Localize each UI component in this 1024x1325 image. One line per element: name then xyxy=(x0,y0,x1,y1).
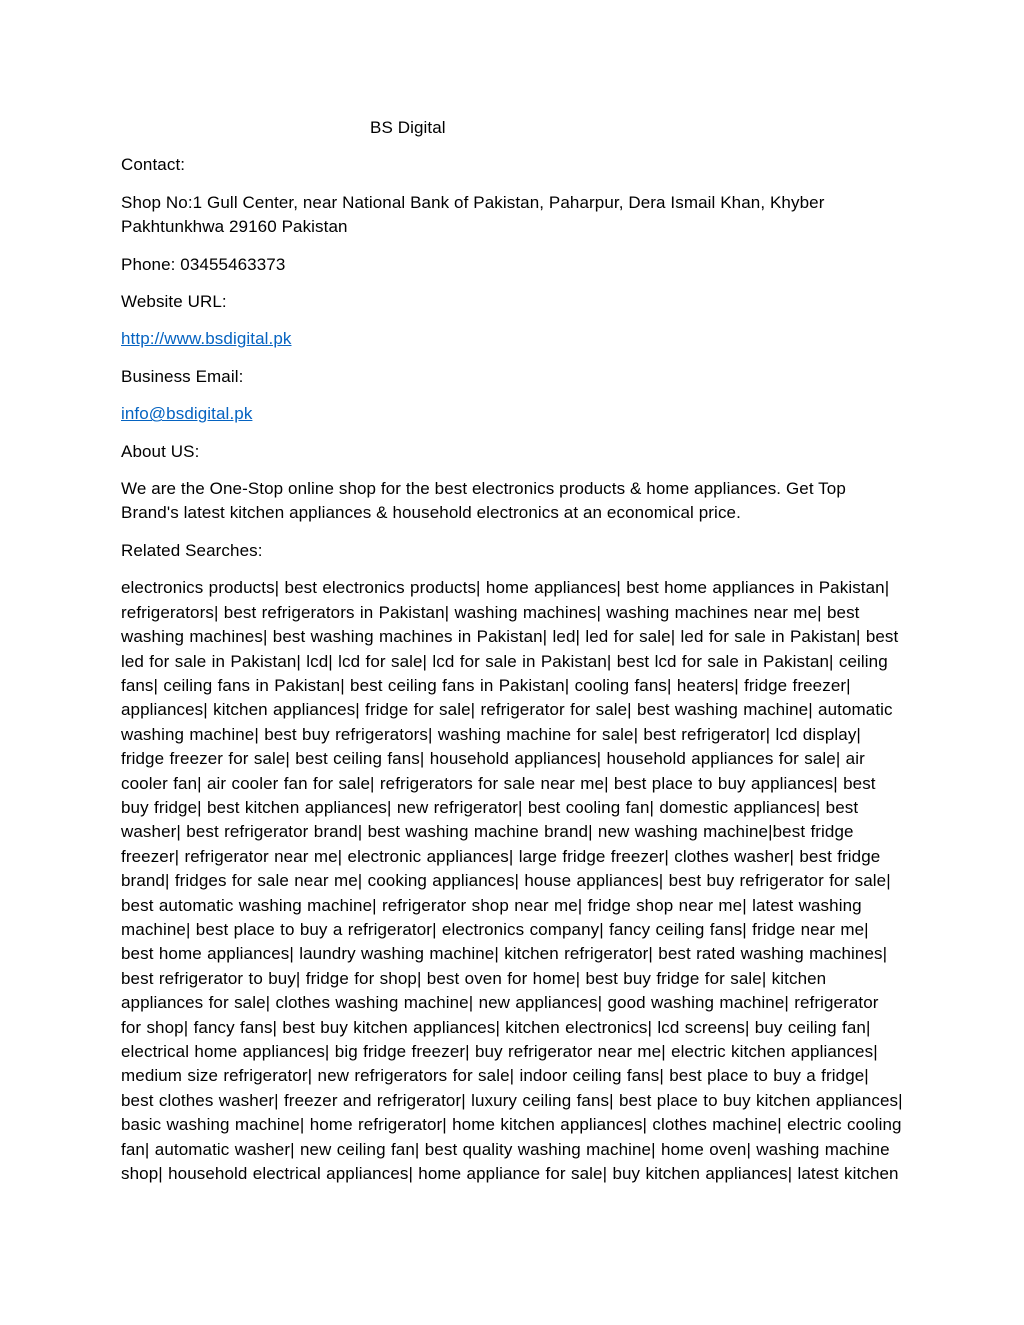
related-searches-text: electronics products| best electronics products| home appliances| best home appliances in Pakistan| refrigerators| best refrigerators in Pakistan| washing machines| washing machines near me| best washing machines| best washing machines in Pakistan| led| led for sale| led for sale in Pakistan| best led for sale in Pakistan| lcd| lcd for sale| lcd for sale in Pakistan| best lcd for sale in Pakistan| ceiling fans| ceiling fans in Pakistan| best ceiling fans in Pakistan| cooling fans| heaters| fridge freezer| appliances| kitchen appliances| fridge for sale| refrigerator for sale| best washing machine| automatic washing machine| best buy refrigerators| washing machine for sale| best refrigerator| lcd display| fridge freezer for sale| best ceiling fans| household appliances| household appliances for sale| air cooler fan| air cooler fan for sale| refrigerators for sale near me| best place to buy appliances| best buy fridge| best kitchen appliances| new refrigerator| best cooling fan| domestic appliances| best washer| best refrigerator brand| best washing machine brand| new washing machine|best fridge freezer| refrigerator near me| electronic appliances| large fridge freezer| clothes washer| best fridge brand| fridges for sale near me| cooking appliances| house appliances| best buy refrigerator for sale| best automatic washing machine| refrigerator shop near me| fridge shop near me| latest washing machine| best place to buy a refrigerator| electronics company| fancy ceiling fans| fridge near me| best home appliances| laundry washing machine| kitchen refrigerator| best rated washing machines| best refrigerator to buy| fridge for shop| best oven for home| best buy fridge for sale| kitchen appliances for sale| clothes washing machine| new appliances| good washing machine| refrigerator for shop| fancy fans| best buy kitchen appliances| kitchen electronics| lcd screens| buy ceiling fan| electrical home appliances| big fridge freezer| buy refrigerator near me| electric kitchen appliances| medium size refrigerator| new refrigerators for sale| indoor ceiling fans| best place to buy a fridge| best clothes washer| freezer and refrigerator| luxury ceiling fans| best place to buy kitchen appliances| basic washing machine| home refrigerator| home kitchen appliances| clothes machine| electric cooling fan| automatic washer| new ceiling fan| best quality washing machine| home oven| washing machine shop| household electrical appliances| home appliance for sale| buy kitchen appliances| latest kitchen xyxy=(121,578,903,1184)
website-link[interactable]: http://www.bsdigital.pk xyxy=(121,329,292,349)
about-us-label: About US: xyxy=(121,441,200,461)
contact-label: Contact: xyxy=(121,155,186,175)
contact-address: Shop No:1 Gull Center, near National Bank of Pakistan, Paharpur, Dera Ismail Khan, Khyber Pakhtunkhwa 29160 Pakistan xyxy=(121,192,825,237)
email-link[interactable]: info@bsdigital.pk xyxy=(121,404,253,424)
email-link-paragraph xyxy=(121,402,903,426)
document-title: BS Digital xyxy=(370,118,446,137)
website-url-label: Website URL: xyxy=(121,292,227,312)
related-searches-label: Related Searches: xyxy=(121,540,263,560)
contact-phone: Phone: 03455463373 xyxy=(121,254,286,274)
website-link-paragraph xyxy=(121,327,903,351)
about-us-text: We are the One-Stop online shop for the best electronics products & home appliances. Get Top Brand's latest kitchen appliances & household electronics at an economical price. xyxy=(121,479,846,523)
business-email-label: Business Email: xyxy=(121,366,244,386)
